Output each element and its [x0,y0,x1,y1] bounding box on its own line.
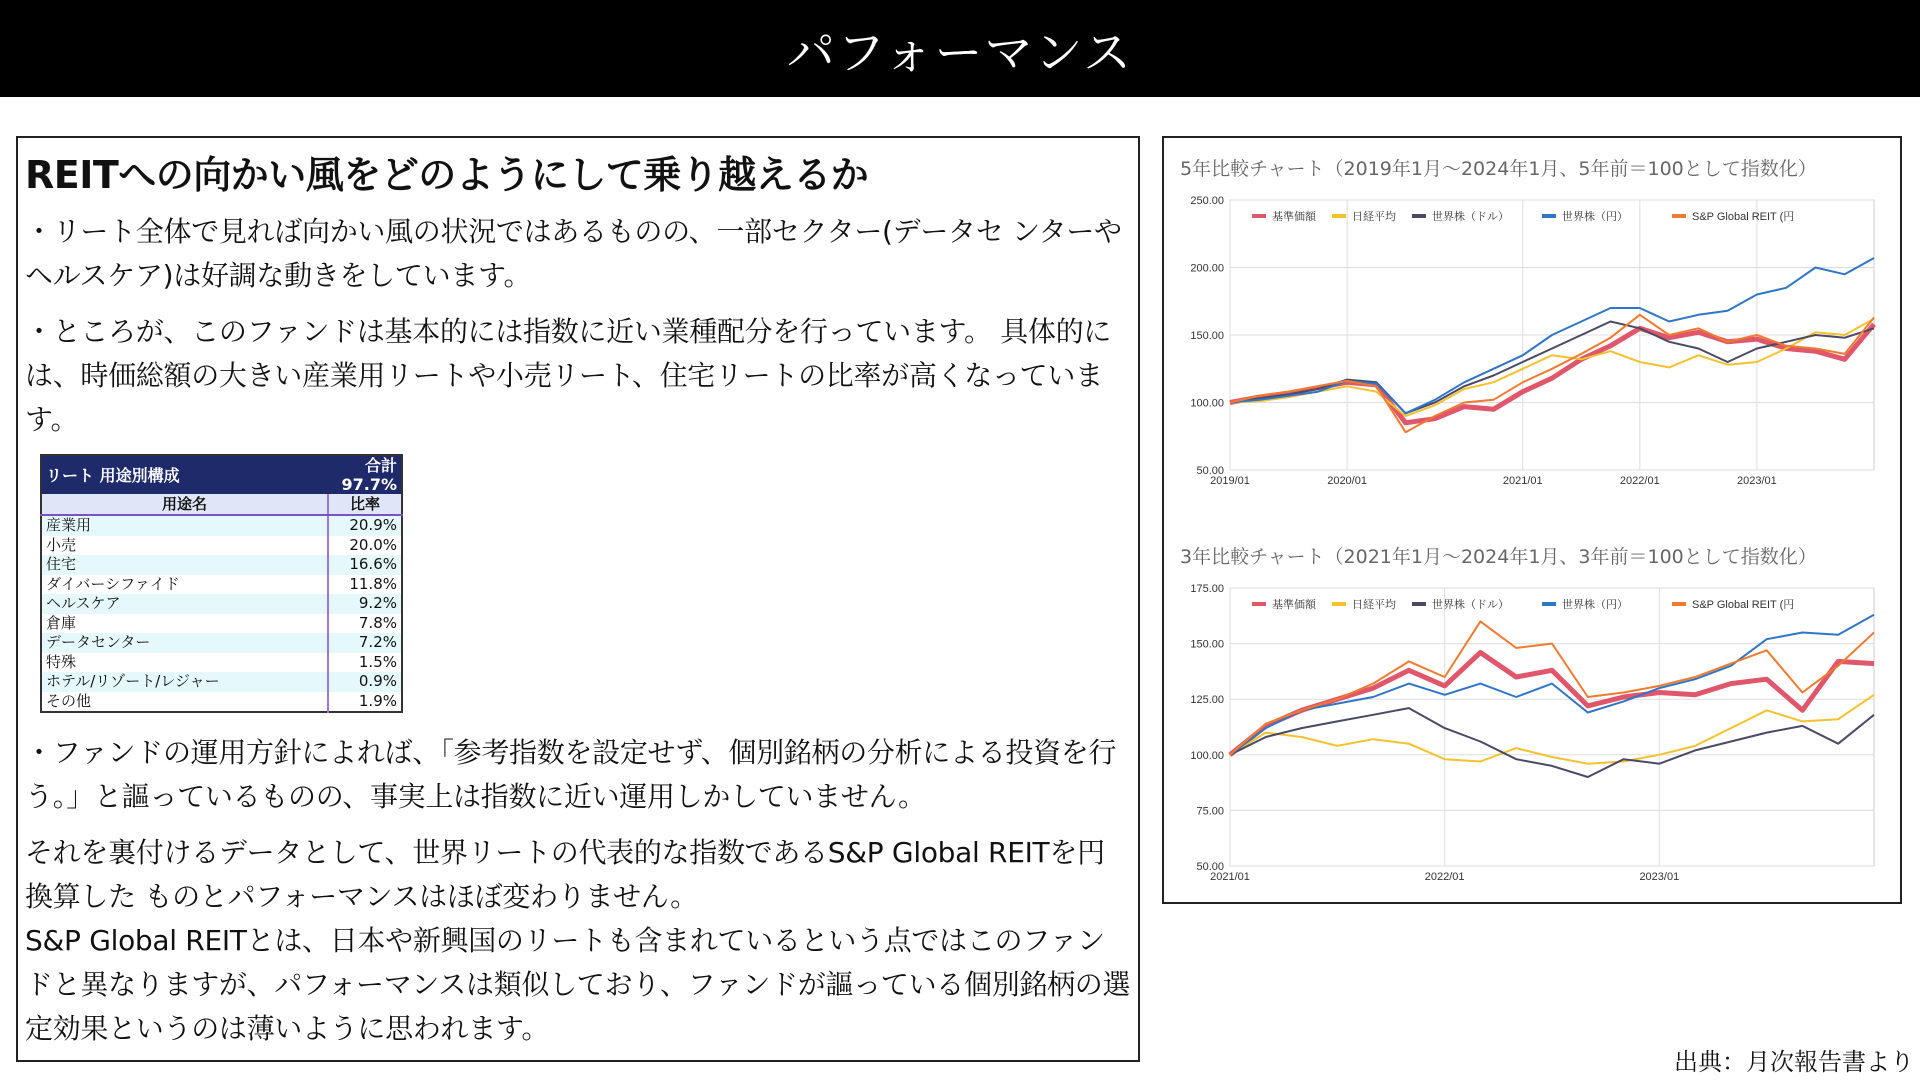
row-pct: 20.0% [328,536,402,556]
chart-3y [1164,570,1900,890]
x-tick-label: 2022/01 [1424,871,1465,883]
chart-3y-title: 3年比較チャート（2021年1月～2024年1月、3年前＝100として指数化） [1180,546,1817,568]
row-pct: 0.9% [328,672,402,692]
column-header-name: 用途名 [41,494,328,515]
row-name: 小売 [41,536,328,556]
charts-panel [1162,136,1902,904]
y-tick-label: 150.00 [1190,330,1224,342]
table-total: 合計97.7% [328,455,402,494]
row-name: 住宅 [41,555,328,575]
source-note: 出典：月次報告書より [1674,1048,1914,1076]
y-tick-label: 75.00 [1196,805,1224,818]
row-pct: 7.2% [328,633,402,653]
plot-area [1230,588,1874,866]
y-tick-label: 50.00 [1196,861,1224,873]
paragraph-2: ・ところが、このファンドは基本的には指数に近い業種配分を行っています。 具体的には、時価総額の大きい産業用リートや小売リート、住宅リートの比率が高くなっています。 [25,315,1112,436]
section-heading: REITへの向かい風をどのようにして乗り越えるか [25,153,869,197]
paragraph-5: S&P Global REITとは、日本や新興国のリートも含まれているという点ではこのファンドと異なりますが、パフォーマンスは類似しており、ファンドが謳っている個別銘柄の選定効果というのは薄いように思われます。 [25,924,1131,1045]
table-row [41,515,402,536]
x-tick-label: 2020/01 [1327,475,1367,487]
table-row [41,633,402,653]
row-name: 特殊 [41,653,328,673]
row-pct: 1.9% [328,692,402,713]
commentary-panel [16,136,1140,1062]
legend-label: 世界株（円） [1562,211,1628,223]
row-pct: 1.5% [328,653,402,673]
page-title: パフォーマンス [786,25,1134,81]
y-tick-label: 100.00 [1190,397,1224,410]
title-bar [0,0,1920,97]
paragraph-3: ・ファンドの運用方針によれば、「参考指数を設定せず、個別銘柄の分析による投資を行う。」と謳っているものの、事実上は指数に近い運用しかしていません。 [25,736,1117,813]
chart-5y-title: 5年比較チャート（2019年1月～2024年1月、5年前＝100として指数化） [1180,158,1817,180]
row-pct: 16.6% [328,555,402,575]
table-title-row [41,455,402,494]
row-name: データセンター [41,633,328,653]
x-tick-label: 2019/01 [1210,475,1250,487]
x-tick-label: 2023/01 [1639,871,1680,883]
x-tick-label: 2021/01 [1210,871,1250,883]
legend-label: 基準価額 [1272,211,1316,223]
y-tick-label: 175.00 [1190,583,1224,595]
legend-label: 基準価額 [1272,599,1316,611]
legend-label: S&P Global REIT (円 [1692,599,1795,611]
y-tick-label: 250.00 [1190,195,1224,207]
x-tick-label: 2021/01 [1502,475,1543,487]
legend-label: 世界株（ドル） [1432,599,1509,611]
row-pct: 7.8% [328,614,402,634]
composition-table [40,454,403,713]
row-name: 産業用 [41,515,328,536]
table-row [41,614,402,634]
table-row [41,653,402,673]
y-tick-label: 200.00 [1190,262,1224,275]
paragraph-1: ・リート全体で見れば向かい風の状況ではあるものの、一部セクター(データセ ンターやヘルスケア)は好調な動きをしています。 [25,215,1122,292]
table-row [41,692,402,713]
y-tick-label: 50.00 [1196,465,1224,477]
legend-label: 世界株（ドル） [1432,211,1509,223]
legend-label: S&P Global REIT (円 [1692,211,1795,223]
row-pct: 9.2% [328,594,402,614]
table-header-row [41,494,402,515]
row-name: ヘルスケア [41,594,328,614]
chart-5y [1164,182,1900,492]
row-pct: 11.8% [328,575,402,595]
legend-label: 世界株（円） [1562,599,1628,611]
row-pct: 20.9% [328,515,402,536]
table-title: リート 用途別構成 [41,455,328,494]
row-name: その他 [41,692,328,713]
legend-label: 日経平均 [1352,599,1396,611]
y-tick-label: 125.00 [1190,694,1224,707]
y-tick-label: 150.00 [1190,638,1224,651]
table-row [41,555,402,575]
row-name: ダイバーシファイド [41,575,328,595]
x-tick-label: 2023/01 [1737,475,1777,487]
table-row [41,575,402,595]
y-tick-label: 100.00 [1190,749,1224,762]
paragraph-4: それを裏付けるデータとして、世界リートの代表的な指数であるS&P Global REITを円換算した ものとパフォーマンスはほぼ変わりません。 [25,836,1105,913]
table-row [41,672,402,692]
legend-label: 日経平均 [1352,211,1396,223]
x-tick-label: 2022/01 [1619,475,1660,487]
row-name: ホテル/リゾート/レジャー [41,672,328,692]
table-row [41,536,402,556]
column-header-pct: 比率 [328,494,402,515]
row-name: 倉庫 [41,614,328,634]
table-row [41,594,402,614]
